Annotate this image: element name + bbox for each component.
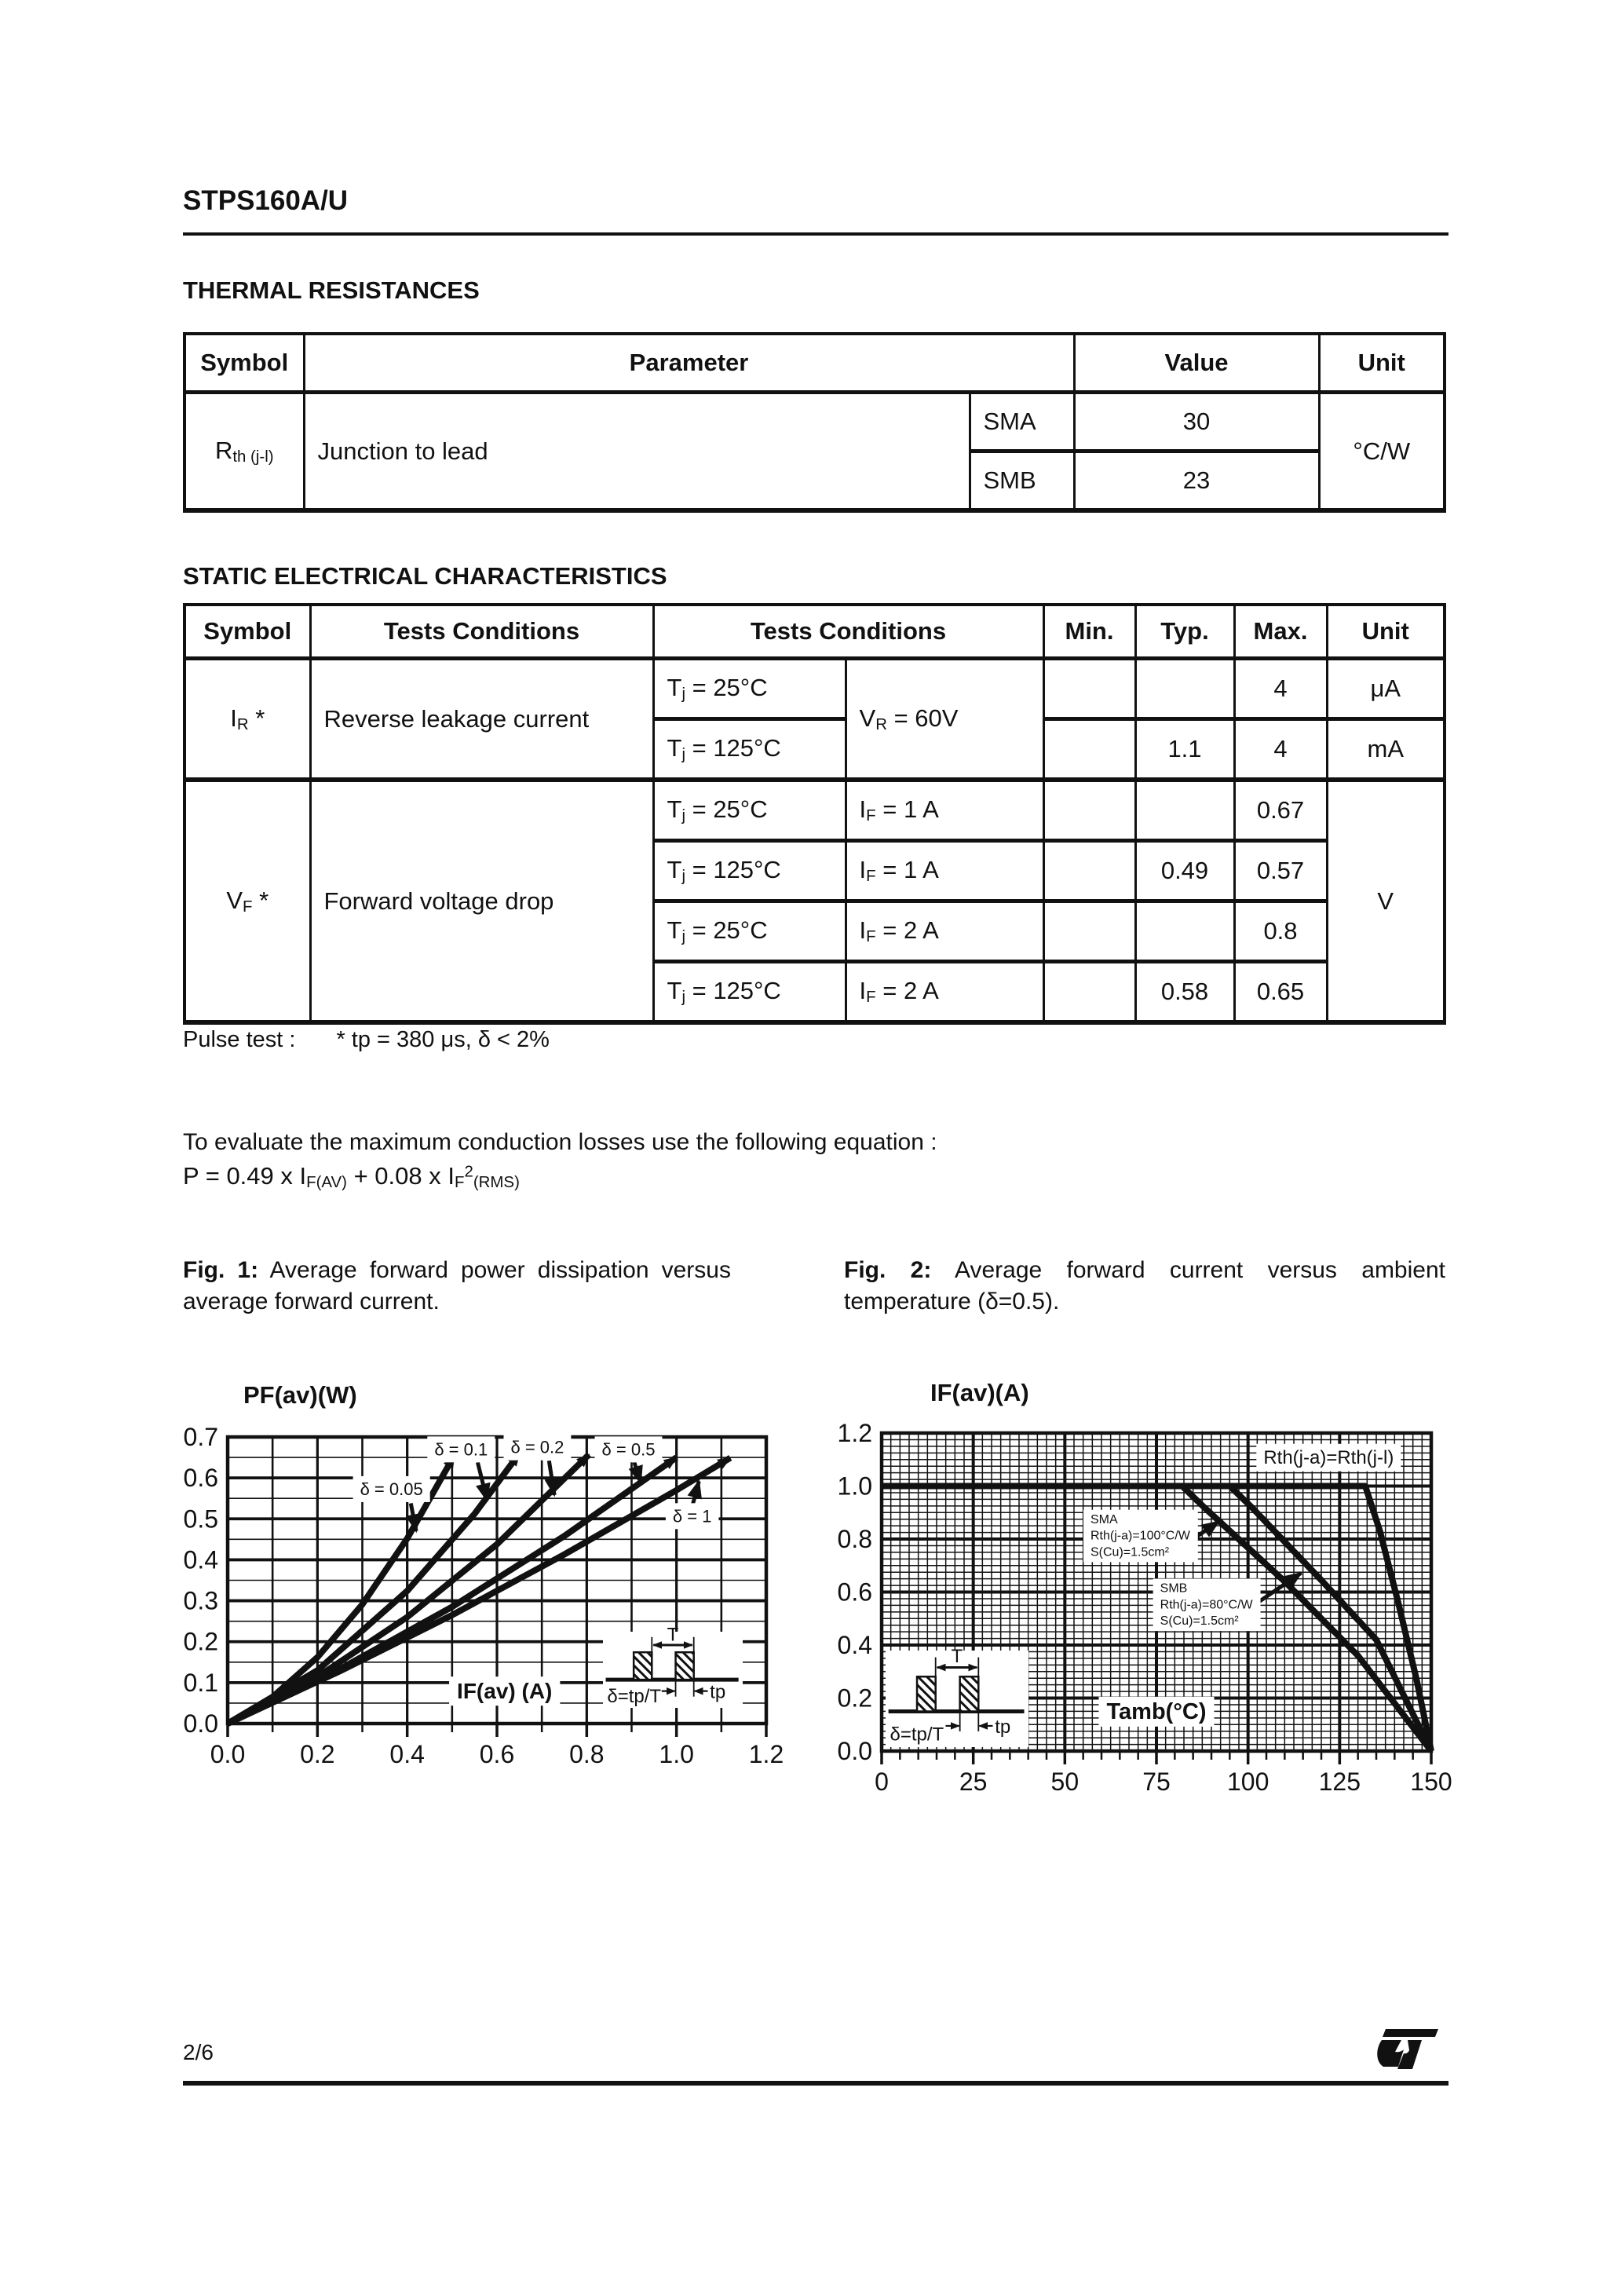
max-cell: 0.8 [1234,901,1327,962]
svg-text:0.3: 0.3 [183,1586,218,1615]
col-symbol: Symbol [184,605,310,659]
svg-text:0.1: 0.1 [183,1668,218,1697]
page-number: 2/6 [183,2040,214,2064]
table-header-row [184,605,1445,659]
condition-cell: $T_j = 125^\circ C$ [653,719,846,781]
fig2-caption [844,1255,1445,1318]
pulse-test-note [183,1027,550,1053]
fig1-caption [183,1255,731,1318]
svg-text:0.4: 0.4 [183,1545,218,1574]
min-cell [1043,901,1135,962]
svg-text:1.2: 1.2 [837,1419,872,1447]
table-header-row [184,334,1445,393]
svg-text:0.4: 0.4 [389,1740,425,1768]
svg-text:0.8: 0.8 [837,1525,872,1553]
package-cell: SMA [970,393,1074,452]
max-cell: 0.57 [1234,841,1327,901]
parameter-cell: Junction to lead [304,393,970,511]
value-cell: 30 [1074,393,1319,452]
conduction-intro: To evaluate the maximum conduction losses use the following equation : [183,1129,937,1155]
st-logo-icon [1369,2029,1438,2075]
unit-cell: V [1327,780,1445,1022]
min-cell [1043,719,1135,781]
page-title: STPS160A/U [183,185,349,216]
max-cell: 0.65 [1234,962,1327,1023]
svg-text:δ = 1: δ = 1 [672,1506,712,1526]
fig2-forward-current-chart [801,1366,1452,1830]
svg-text:Rth(j-a)=80°C/W: Rth(j-a)=80°C/W [1160,1598,1253,1612]
svg-text:1.0: 1.0 [659,1740,694,1768]
svg-text:Rth(j-a)=Rth(j-l): Rth(j-a)=Rth(j-l) [1263,1446,1394,1468]
svg-text:125: 125 [1318,1768,1361,1796]
condition-cell: $I_F = 2$ A [846,962,1043,1023]
typ-cell: 1.1 [1135,719,1234,781]
svg-text:δ = 0.1: δ = 0.1 [434,1439,488,1460]
typ-cell: 0.58 [1135,962,1234,1023]
svg-text:25: 25 [959,1768,988,1796]
svg-text:δ=tp/T: δ=tp/T [890,1724,944,1746]
col-value: Value [1074,334,1319,393]
min-cell [1043,780,1135,841]
svg-text:Rth(j-a)=100°C/W: Rth(j-a)=100°C/W [1090,1529,1190,1543]
svg-text:0.4: 0.4 [837,1631,872,1659]
svg-text:SMB: SMB [1160,1581,1188,1596]
pulse-test-detail: * tp = 380 μs, δ < 2% [336,1027,550,1052]
svg-text:0.2: 0.2 [837,1684,872,1713]
svg-text:S(Cu)=1.5cm²: S(Cu)=1.5cm² [1090,1545,1170,1559]
condition-cell: $T_j = 25^\circ C$ [653,901,846,962]
svg-text:δ = 0.5: δ = 0.5 [601,1439,656,1460]
svg-text:0.7: 0.7 [183,1423,218,1451]
svg-text:Tamb(°C): Tamb(°C) [1106,1698,1207,1724]
fig2-caption-text: Average forward current versus ambient temperature (δ=0.5). [844,1257,1445,1314]
condition-cell: $T_j = 125^\circ C$ [653,962,846,1023]
table-row [184,393,1445,452]
svg-text:0.2: 0.2 [183,1627,218,1656]
table-row [184,780,1445,841]
unit-cell: μA [1327,659,1445,719]
svg-text:0.6: 0.6 [837,1578,872,1607]
test-name-cell: Forward voltage drop [310,780,653,1022]
table-row [184,659,1445,719]
svg-text:T: T [951,1645,963,1667]
svg-text:IF(av)(A): IF(av)(A) [930,1379,1029,1406]
static-characteristics-table [183,603,1446,1025]
svg-text:0.6: 0.6 [479,1740,515,1768]
value-cell: 23 [1074,452,1319,511]
unit-cell: mA [1327,719,1445,781]
col-min: Min. [1043,605,1135,659]
symbol-cell: $R_{th (j-l)}$ [184,393,304,511]
conduction-equation: P = 0.49 x $I_{F(AV)} + 0.08$ x $I_F^2_{(RMS)}$ [183,1162,520,1191]
max-cell: 4 [1234,659,1327,719]
typ-cell [1135,659,1234,719]
svg-text:S(Cu)=1.5cm²: S(Cu)=1.5cm² [1160,1614,1239,1629]
svg-text:PF(av)(W): PF(av)(W) [243,1381,357,1409]
svg-text:0: 0 [875,1768,889,1796]
condition-cell: $I_F = 1$ A [846,841,1043,901]
svg-text:1.2: 1.2 [748,1740,784,1768]
max-cell: 0.67 [1234,780,1327,841]
svg-text:0.8: 0.8 [569,1740,605,1768]
title-rule [183,232,1448,236]
footer-rule [183,2081,1448,2086]
col-tests-conditions-2: Tests Conditions [653,605,1043,659]
condition-cell: $V_R = 60V$ [846,659,1043,781]
min-cell [1043,841,1135,901]
col-symbol: Symbol [184,334,304,393]
symbol-cell: $V_F$ * [184,780,310,1022]
svg-text:0.2: 0.2 [300,1740,335,1768]
svg-text:0.0: 0.0 [183,1709,218,1738]
typ-cell [1135,901,1234,962]
test-name-cell: Reverse leakage current [310,659,653,781]
package-cell: SMB [970,452,1074,511]
condition-cell: $T_j = 25^\circ C$ [653,659,846,719]
condition-cell: $I_F = 2$ A [846,901,1043,962]
svg-text:0.0: 0.0 [210,1740,246,1768]
col-unit: Unit [1327,605,1445,659]
svg-text:δ = 0.05: δ = 0.05 [360,1479,423,1499]
svg-text:0.0: 0.0 [837,1737,872,1765]
unit-cell: °C/W [1319,393,1445,511]
svg-text:50: 50 [1050,1768,1080,1796]
pulse-test-label: Pulse test : [183,1027,296,1052]
svg-text:IF(av) (A): IF(av) (A) [457,1679,553,1704]
svg-text:tp: tp [995,1716,1011,1738]
thermal-resistances-table [183,332,1446,513]
col-tests-conditions-1: Tests Conditions [310,605,653,659]
section-heading-static: STATIC ELECTRICAL CHARACTERISTICS [183,562,667,590]
typ-cell [1135,780,1234,841]
col-unit: Unit [1319,334,1445,393]
condition-cell: $T_j = 125^\circ C$ [653,841,846,901]
svg-text:100: 100 [1226,1768,1269,1796]
section-heading-thermal: THERMAL RESISTANCES [183,276,480,304]
col-typ: Typ. [1135,605,1234,659]
min-cell [1043,962,1135,1023]
svg-text:SMA: SMA [1090,1512,1118,1526]
svg-text:0.6: 0.6 [183,1464,218,1493]
svg-text:δ = 0.2: δ = 0.2 [510,1437,564,1457]
condition-cell: $I_F = 1$ A [846,780,1043,841]
min-cell [1043,659,1135,719]
svg-text:75: 75 [1142,1768,1171,1796]
col-parameter: Parameter [304,334,1074,393]
fig1-power-dissipation-chart [177,1370,797,1810]
svg-text:T: T [667,1624,679,1646]
fig1-caption-label: Fig. 1: [183,1257,259,1283]
svg-text:tp: tp [710,1681,726,1703]
svg-text:0.5: 0.5 [183,1504,218,1534]
fig2-caption-label: Fig. 2: [844,1257,932,1283]
svg-text:150: 150 [1410,1768,1452,1796]
max-cell: 4 [1234,719,1327,781]
typ-cell: 0.49 [1135,841,1234,901]
col-max: Max. [1234,605,1327,659]
symbol-cell: $I_R$ * [184,659,310,781]
fig1-caption-text: Average forward power dissipation versus average forward current. [183,1257,731,1314]
svg-text:1.0: 1.0 [837,1472,872,1501]
svg-text:δ=tp/T: δ=tp/T [607,1686,662,1708]
condition-cell: $T_j = 25^\circ C$ [653,780,846,841]
